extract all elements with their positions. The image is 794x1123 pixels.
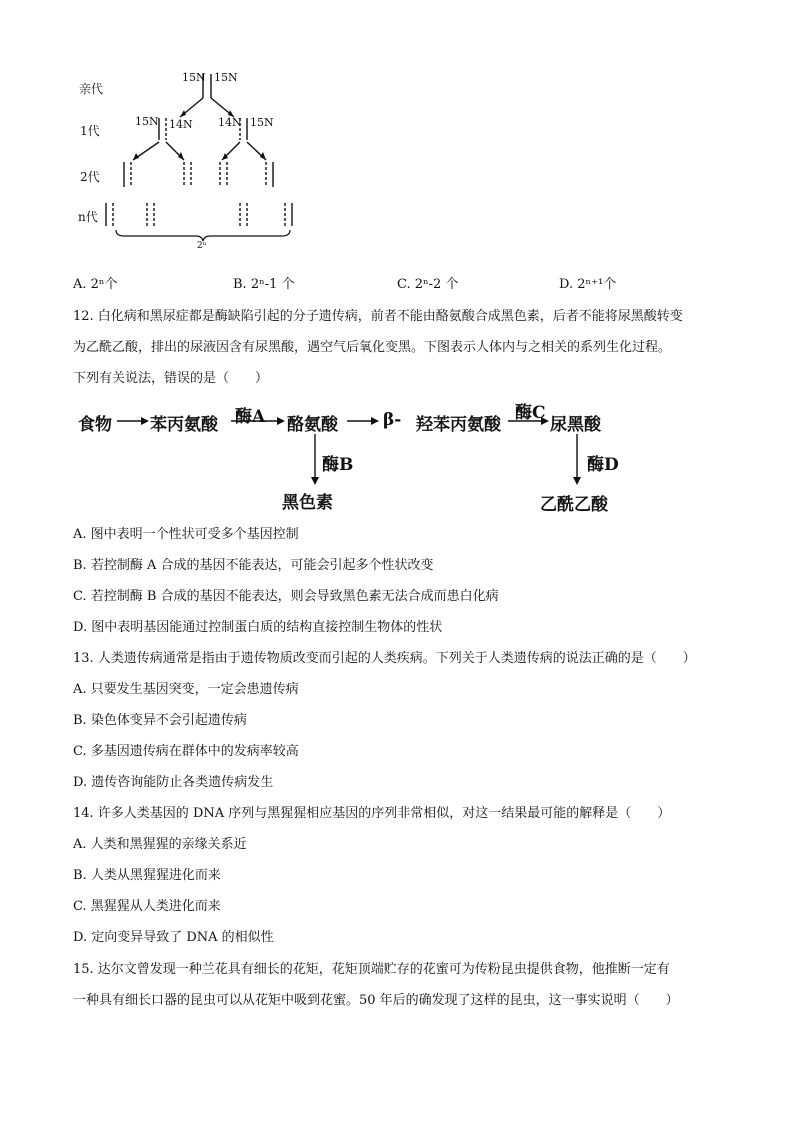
q13-option-a: A. 只要发生基因突变，一定会患遗传病: [73, 682, 299, 697]
pathway-enzyme-a: 酶A: [235, 407, 266, 427]
q14-option-d: D. 定向变异导致了 DNA 的相似性: [73, 930, 274, 945]
pathway-food: 食物: [78, 415, 112, 435]
gen-label-parent: 亲代: [79, 82, 104, 96]
isotope-label: 14N: [169, 118, 193, 131]
q12-stem-line-1: 12. 白化病和黑尿症都是酶缺陷引起的分子遗传病，前者不能由酪氨酸合成黑色素，后者不能将尿黑酸转变: [73, 309, 683, 324]
q11-option-a: A. 2ⁿ个: [73, 277, 118, 292]
q12-option-d: D. 图中表明基因能通过控制蛋白质的结构直接控制生物体的性状: [73, 620, 443, 635]
isotope-label: 15N: [250, 116, 274, 129]
q13-option-b: B. 染色体变异不会引起遗传病: [73, 713, 247, 728]
pathway-enzyme-c: 酶C: [515, 403, 546, 423]
q14-stem: 14. 许多人类基因的 DNA 序列与黑猩猩相应基因的序列非常相似，对这一结果最可能的解释是（ ）: [73, 806, 671, 821]
q11-option-d: D. 2ⁿ⁺¹个: [559, 277, 617, 292]
isotope-label: 15N: [182, 71, 206, 84]
q11-option-c: C. 2ⁿ-2 个: [397, 277, 459, 292]
isotope-label: 15N: [214, 71, 238, 84]
pathway-enzyme-d: 酶D: [587, 455, 619, 475]
q12-stem-line-2: 为乙酰乙酸，排出的尿液因含有尿黑酸，遇空气后氧化变黑。下图表示人体内与之相关的系列生化过程。: [73, 340, 672, 355]
gen-label-2: 2代: [80, 170, 100, 184]
pathway-phenylalanine: 苯丙氨酸: [150, 415, 218, 435]
gen-label-1: 1代: [80, 124, 100, 138]
q14-option-c: C. 黑猩猩从人类进化而来: [73, 899, 221, 914]
q11-option-b: B. 2ⁿ-1 个: [233, 277, 295, 292]
q13-stem: 13. 人类遗传病通常是指由于遗传物质改变而引起的人类疾病。下列关于人类遗传病的说法正确的是（ ）: [73, 651, 696, 666]
isotope-label: 14N: [218, 116, 242, 129]
gen-label-n: n代: [78, 210, 98, 224]
pathway-beta: β-: [383, 410, 402, 430]
q12-option-a: A. 图中表明一个性状可受多个基因控制: [73, 527, 299, 542]
q12-stem-line-3: 下列有关说法，错误的是（ ）: [73, 371, 269, 386]
q15-stem-line-2: 一种具有细长口器的昆虫可以从花矩中吸到花蜜。50 年后的确发现了这样的昆虫，这一事实说明（ ）: [73, 993, 679, 1008]
brace-label: 2ⁿ: [197, 241, 207, 251]
q13-option-d: D. 遗传咨询能防止各类遗传病发生: [73, 775, 274, 790]
pathway-homogentisic-acid: 尿黑酸: [550, 415, 601, 435]
pathway-acetoacetate: 乙酰乙酸: [540, 495, 608, 515]
q14-option-a: A. 人类和黑猩猩的亲缘关系近: [73, 837, 247, 852]
pathway-melanin: 黑色素: [282, 493, 333, 513]
pathway-hydroxyphenylalanine: 羟苯丙氨酸: [416, 415, 501, 435]
q14-option-b: B. 人类从黑猩猩进化而来: [73, 868, 221, 883]
pathway-enzyme-b: 酶B: [322, 455, 354, 475]
pathway-arrows: [0, 0, 794, 520]
q13-option-c: C. 多基因遗传病在群体中的发病率较高: [73, 744, 299, 759]
q12-option-c: C. 若控制酶 B 合成的基因不能表达，则会导致黑色素无法合成而患白化病: [73, 589, 499, 604]
isotope-label: 15N: [135, 115, 159, 128]
pathway-tyrosine: 酪氨酸: [287, 415, 338, 435]
q12-option-b: B. 若控制酶 A 合成的基因不能表达，可能会引起多个性状改变: [73, 558, 434, 573]
q15-stem-line-1: 15. 达尔文曾发现一种兰花具有细长的花矩，花矩顶端贮存的花蜜可为传粉昆虫提供食物，他推断一定有: [73, 962, 670, 977]
